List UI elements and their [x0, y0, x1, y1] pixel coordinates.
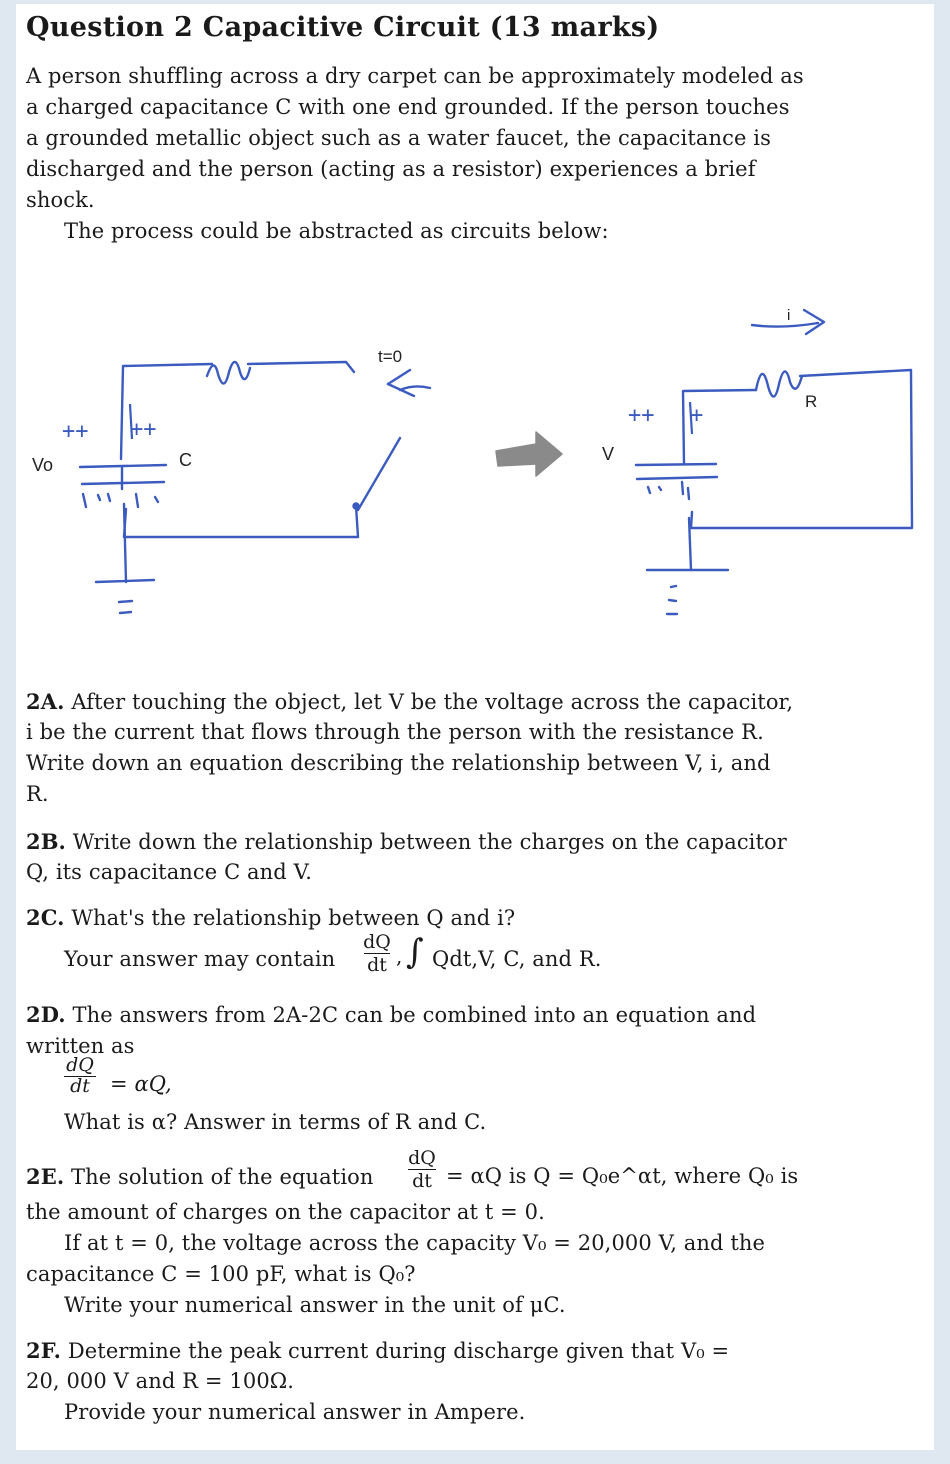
part-2a-line: Write down an equation describing the relationship between V, i, and: [26, 751, 771, 775]
fraction-numerator: dQ: [66, 1054, 94, 1076]
capacitor-plate-bottom: [82, 482, 164, 484]
transition-arrow: [496, 432, 562, 476]
part-2d-line: written as: [26, 1034, 135, 1058]
part-2a-line: R.: [26, 782, 49, 806]
fraction-dq-dt-2e: [406, 1147, 438, 1192]
part-2a-text: After touching the object, let V be the voltage across the capacitor,: [71, 690, 794, 714]
resistor-label: R: [805, 392, 818, 411]
part-2e-line: [26, 1164, 374, 1189]
fraction-denominator: dt: [367, 954, 387, 976]
charge-marks: ++: [62, 419, 89, 444]
ground-symbol-left: [96, 580, 154, 582]
part-2c-text: What's the relationship between Q and i?: [71, 906, 516, 930]
fraction-numerator: dQ: [363, 931, 391, 953]
part-2d-line: [26, 1002, 756, 1027]
part-2e-line1-suffix: = αQ is Q = Q₀e^αt, where Q₀ is: [446, 1164, 799, 1188]
intro-line: a charged capacitance C with one end grounded. If the person touches: [26, 95, 790, 119]
switch-label: t=0: [378, 347, 403, 366]
part-2a-line: [26, 689, 793, 714]
part-2e-text: The solution of the equation: [71, 1165, 374, 1189]
fraction-dq-dt-italic: [62, 1054, 98, 1097]
part-2b-label: 2B.: [26, 829, 66, 854]
capacitor-plate-top: [80, 465, 166, 467]
part-2c-line: [26, 905, 515, 930]
part-2f-line: Provide your numerical answer in Ampere.: [64, 1400, 526, 1424]
capacitor-plate-top-right: [636, 464, 716, 465]
part-2b-line: Q, its capacitance C and V.: [26, 860, 312, 884]
question-page: [16, 4, 934, 1450]
charge-marks: +: [690, 403, 704, 428]
part-2e-line: capacitance C = 100 pF, what is Q₀?: [26, 1262, 416, 1286]
part-2f-label: 2F.: [26, 1338, 62, 1363]
fraction-dq-dt: [362, 931, 392, 976]
capacitor-plate-bottom-right: [637, 477, 717, 479]
current-label: i: [787, 307, 791, 324]
part-2c-label: 2C.: [26, 905, 65, 930]
question-title: Question 2 Capacitive Circuit (13 marks): [26, 12, 660, 43]
charge-marks: ++: [130, 417, 157, 442]
switch-blade: [358, 438, 400, 510]
part-2a-line: i be the current that flows through the person with the resistance R.: [26, 720, 764, 744]
part-2b-text: Write down the relationship between the charges on the capacitor: [72, 830, 787, 854]
part-2c-hint: Your answer may contain: [64, 947, 336, 971]
left-circuit: [80, 362, 430, 613]
charge-marks: ++: [628, 403, 655, 428]
fraction-denominator: dt: [412, 1170, 432, 1192]
part-2e-line: If at t = 0, the voltage across the capacity V₀ = 20,000 V, and the: [64, 1231, 766, 1255]
voltage-label-v0: Vo: [32, 455, 54, 475]
part-2f-line: [26, 1338, 729, 1363]
fraction-numerator: dQ: [408, 1147, 436, 1169]
capacitor-label: C: [179, 450, 192, 470]
integral-sign: ∫: [406, 932, 424, 972]
part-2e-line: Write your numerical answer in the unit of μC.: [64, 1293, 566, 1317]
part-2b-line: [26, 829, 787, 854]
part-2e-line: the amount of charges on the capacitor at t = 0.: [26, 1200, 545, 1224]
voltage-label-v: V: [602, 444, 615, 464]
fraction-denominator: dt: [70, 1075, 90, 1097]
part-2d-text: The answers from 2A-2C can be combined into an equation and: [72, 1003, 757, 1027]
part-2f-text: Determine the peak current during discharge given that V₀ =: [67, 1339, 730, 1363]
intro-line: A person shuffling across a dry carpet can be approximately modeled as: [26, 64, 804, 88]
circuit-diagram: [16, 4, 934, 644]
part-2a-label: 2A.: [26, 689, 65, 714]
intro-line: shock.: [26, 188, 95, 212]
intro-line: discharged and the person (acting as a resistor) experiences a brief: [26, 157, 756, 181]
resistor-zigzag-left: [207, 362, 250, 384]
right-circuit: [636, 310, 912, 614]
part-2d-label: 2D.: [26, 1002, 66, 1027]
part-2e-label: 2E.: [26, 1164, 65, 1189]
resistor-zigzag-right: [756, 371, 802, 396]
part-2d-question: What is α? Answer in terms of R and C.: [64, 1110, 487, 1134]
part-2f-line: 20, 000 V and R = 100Ω.: [26, 1369, 295, 1393]
comma: ,: [396, 944, 403, 968]
part-2c-hint-suffix: Qdt,V, C, and R.: [432, 947, 602, 971]
intro-line: a grounded metallic object such as a water faucet, the capacitance is: [26, 126, 771, 150]
part-2d-equation: = αQ,: [110, 1072, 172, 1096]
abstract-line: The process could be abstracted as circuits below:: [64, 219, 609, 243]
